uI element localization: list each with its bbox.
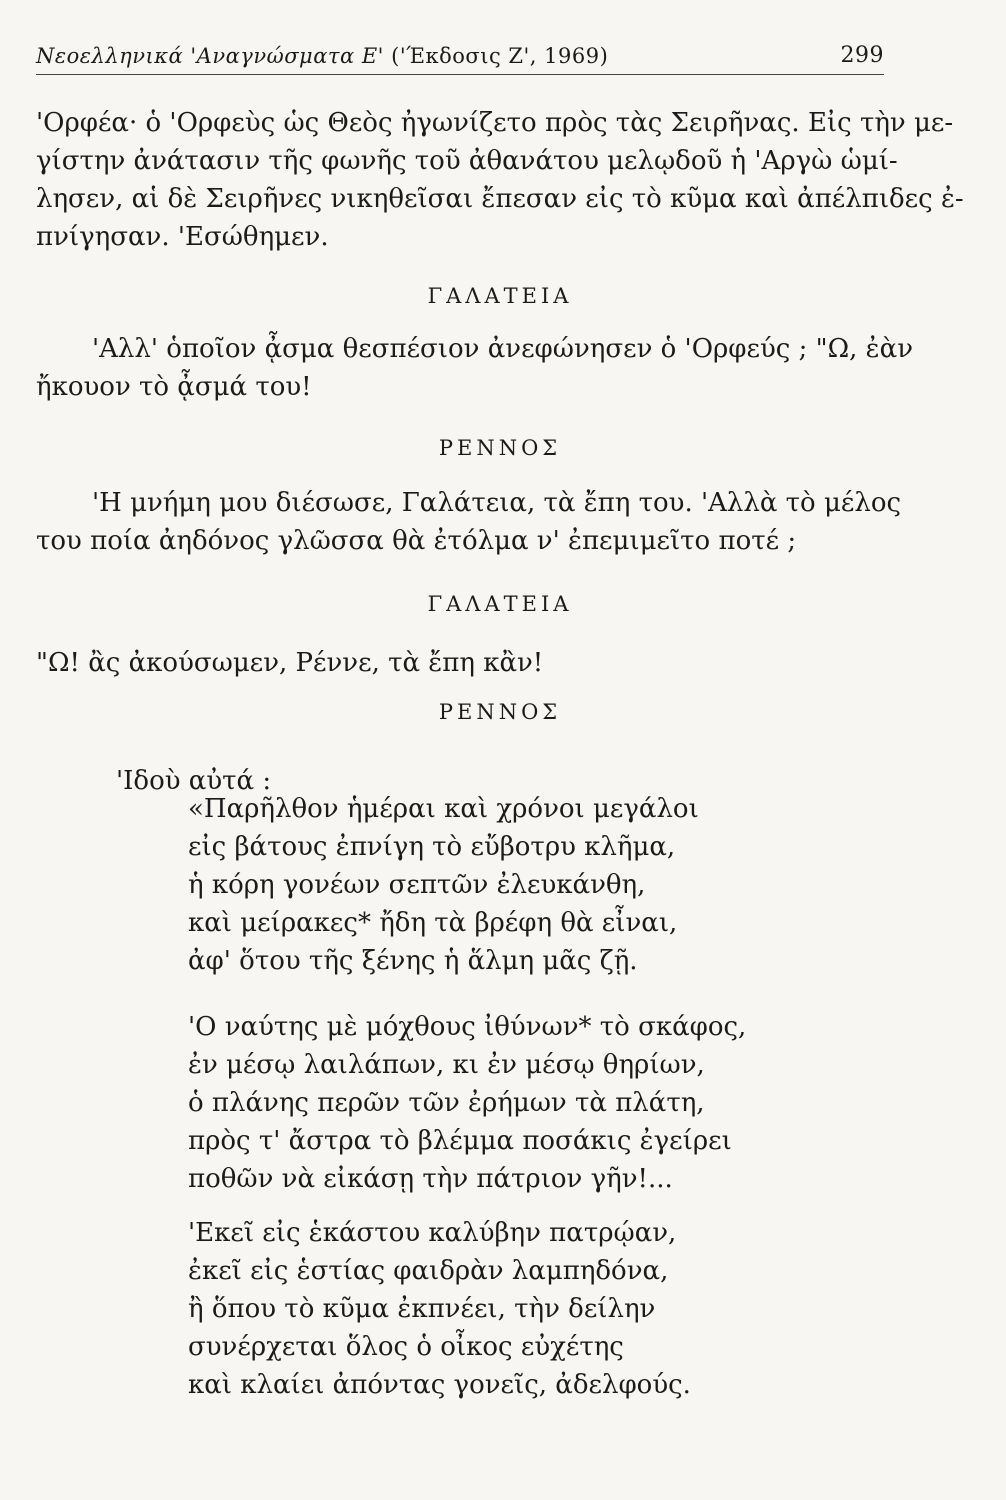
header-rule (36, 74, 884, 75)
paragraph-line: γίστην ἀνάτασιν τῆς φωνῆς τοῦ ἀθανάτου μελῳδοῦ ἡ 'Αργὼ ὡμί- (36, 146, 898, 176)
running-head-left (36, 44, 608, 68)
poem-stanza (188, 1214, 868, 1404)
opening-paragraph (36, 104, 964, 256)
paragraph-line: 'Ορφέα· ὁ 'Ορφεὺς ὡς Θεὸς ἠγωνίζετο πρὸς τὰς Σειρῆνας. Εἰς τὴν με- (36, 108, 954, 138)
page-number: 299 (840, 43, 884, 68)
speech-line: 'Η μνήμη μου διέσωσε, Γαλάτεια, τὰ ἔπη του. 'Αλλὰ τὸ μέλος (92, 488, 902, 518)
speaker-heading: ΓΑΛΑΤΕΙΑ (427, 284, 573, 308)
poem-intro: 'Ιδοὺ αὐτά : (116, 766, 272, 796)
poem-stanza (188, 1008, 868, 1198)
book-title: Νεοελληνικά 'Αναγνώσματα Ε' (36, 44, 384, 68)
poem-verse: συνέρχεται ὅλος ὁ οἶκος εὐχέτης (188, 1332, 624, 1362)
poem-verse: ἢ ὅπου τὸ κῦμα ἐκπνέει, τὴν δείλην (188, 1294, 656, 1324)
poem-verse: ἐν μέσῳ λαιλάπων, κι ἐν μέσῳ θηρίων, (188, 1050, 705, 1080)
poem-verse: 'Εκεῖ εἰς ἑκάστου καλύβην πατρῴαν, (188, 1218, 677, 1248)
speech-line: 'Αλλ' ὁποῖον ᾆσμα θεσπέσιον ἀνεφώνησεν ὁ 'Ορφεύς ; "Ω, ἐὰν (92, 334, 913, 364)
speech (36, 484, 902, 560)
speaker-heading: ΡΕΝΝΟΣ (438, 436, 562, 460)
poem-verse: καὶ κλαίει ἀπόντας γονεῖς, ἀδελφούς. (188, 1370, 691, 1400)
running-head (36, 34, 884, 68)
poem-verse: καὶ μείρακες* ἤδη τὰ βρέφη θὰ εἶναι, (188, 908, 678, 938)
edition-info: ('Έκδοσις Ζ', 1969) (391, 44, 609, 68)
speech-line: "Ω! ἂς ἀκούσωμεν, Ρέννε, τὰ ἔπη κἂν! (36, 648, 544, 678)
poem-verse: 'Ο ναύτης μὲ μόχθους ἰθύνων* τὸ σκάφος, (188, 1012, 747, 1042)
poem-stanza (188, 790, 868, 980)
poem-verse: ποθῶν νὰ εἰκάσῃ τὴν πάτριον γῆν!... (188, 1164, 673, 1194)
speech-line: του ποία ἀηδόνος γλῶσσα θὰ ἐτόλμα ν' ἐπεμιμεῖτο ποτέ ; (36, 526, 797, 556)
speech (36, 330, 913, 406)
poem-verse: ἐκεῖ εἰς ἑστίας φαιδρὰν λαμπηδόνα, (188, 1256, 669, 1286)
speech-line: ἤκουον τὸ ᾆσμά του! (36, 372, 312, 402)
speaker-heading: ΡΕΝΝΟΣ (438, 700, 562, 724)
poem-verse: «Παρῆλθον ἡμέραι καὶ χρόνοι μεγάλοι (188, 794, 699, 824)
poem-verse: ἀφ' ὅτου τῆς ξένης ἡ ἅλμη μᾶς ζῇ. (188, 946, 638, 976)
poem-verse: ἡ κόρη γονέων σεπτῶν ἐλευκάνθη, (188, 870, 646, 900)
poem-verse: εἰς βάτους ἐπνίγη τὸ εὔβοτρυ κλῆμα, (188, 832, 676, 862)
paragraph-line: πνίγησαν. 'Εσώθημεν. (36, 222, 329, 252)
poem-verse: πρὸς τ' ἄστρα τὸ βλέμμα ποσάκις ἐγείρει (188, 1126, 732, 1156)
speech (36, 644, 884, 682)
speaker-heading: ΓΑΛΑΤΕΙΑ (427, 592, 573, 616)
poem-verse: ὁ πλάνης περῶν τῶν ἐρήμων τὰ πλάτη, (188, 1088, 705, 1118)
paragraph-line: λησεν, αἱ δὲ Σειρῆνες νικηθεῖσαι ἔπεσαν εἰς τὸ κῦμα καὶ ἀπέλπιδες ἐ- (36, 184, 964, 214)
